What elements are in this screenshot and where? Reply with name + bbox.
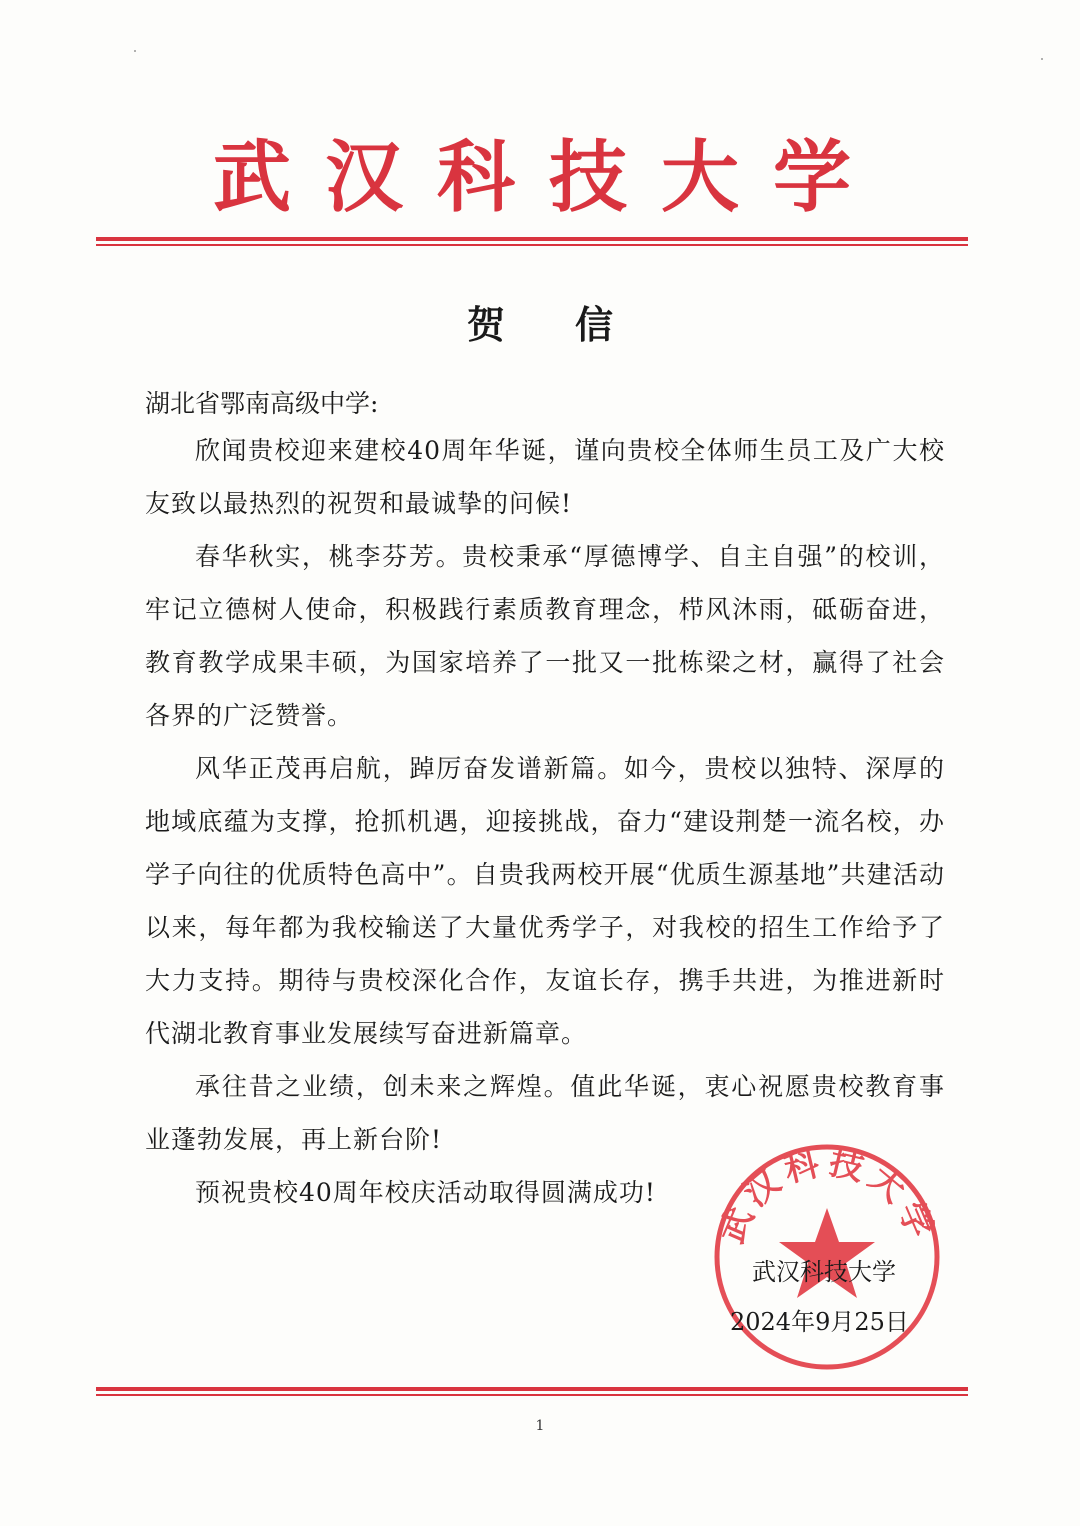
body-paragraph: 春华秋实，桃李芬芳。贵校秉承“厚德博学、自主自强”的校训，牢记立德树人使命，积极践行素质教育理念，栉风沐雨，砥砺奋进，教育教学成果丰硕，为国家培养了一批又一批栋梁之材，赢得了社会各界的广泛赞誉。 [145, 542, 945, 730]
footer-divider [96, 1387, 968, 1397]
signature-date: 2024年9月25日 [730, 1308, 909, 1336]
signature-signer: 武汉科技大学 [752, 1258, 896, 1286]
letter-title: 贺信 [466, 302, 683, 347]
body-paragraph: 预祝贵校40周年校庆活动取得圆满成功! [195, 1178, 656, 1207]
scan-speck [1041, 58, 1043, 60]
letter-body [145, 424, 945, 1219]
letterhead-divider [96, 237, 968, 247]
seal-text: 武汉科技大学 [712, 1142, 942, 1249]
body-paragraph: 欣闻贵校迎来建校40周年华诞，谨向贵校全体师生员工及广大校友致以最热烈的祝贺和最诚挚的问候! [145, 436, 945, 518]
scan-speck [134, 50, 136, 52]
body-paragraph: 风华正茂再启航，踔厉奋发谱新篇。如今，贵校以独特、深厚的地域底蕴为支撑，抢抓机遇，迎接挑战，奋力“建设荆楚一流名校，办学子向往的优质特色高中”。自贵我两校开展“优质生源基地”共建活动以来，每年都为我校输送了大量优秀学子，对我校的招生工作给予了大力支持。期待与贵校深化合作，友谊长存，携手共进，为推进新时代湖北教育事业发展续写奋进新篇章。 [145, 754, 945, 1048]
page-number: 1 [535, 1418, 545, 1434]
letterhead-institution: 武汉科技大学 [212, 132, 885, 223]
body-paragraph: 承往昔之业绩，创未来之辉煌。值此华诞，衷心祝愿贵校教育事业蓬勃发展，再上新台阶! [145, 1072, 945, 1154]
salutation: 湖北省鄂南高级中学: [145, 389, 379, 418]
